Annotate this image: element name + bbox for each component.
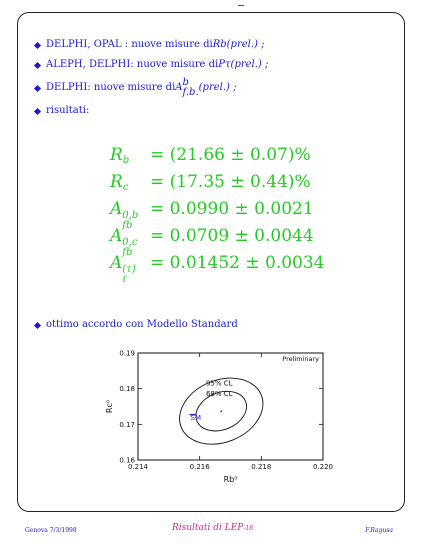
symbol-letter: A: [110, 199, 123, 219]
result-value: = 0.0990 ± 0.0021: [150, 199, 314, 219]
footer-author: F.Ragusa: [365, 527, 393, 534]
bullet-text: DELPHI, OPAL : nuove misure di: [46, 39, 213, 50]
result-a-tau: [110, 247, 370, 285]
math-subscript: τ: [225, 59, 231, 70]
bullet-tail: (prel.) ;: [198, 82, 237, 93]
diamond-bullet-icon: [34, 321, 41, 328]
bullet-aleph-delphi: [32, 58, 392, 72]
symbol-letter: A: [110, 253, 123, 273]
symbol-letter: A: [110, 226, 123, 246]
central-value-point: [220, 410, 222, 412]
diamond-bullet-icon: [34, 61, 41, 68]
footer-title-text: Risultati di LEP: [171, 523, 244, 533]
bullet-text: ALEPH, DELPHI: nuove misure di: [46, 59, 219, 70]
bullet-text: risultati:: [46, 105, 90, 116]
x-tick-label: 0.214: [127, 463, 149, 471]
plot-ticks: [138, 353, 323, 460]
result-afb-c: [110, 220, 370, 258]
plot-labels: [105, 350, 333, 485]
bullet-standard-model: [32, 318, 238, 332]
x-tick-label: 0.216: [189, 463, 210, 471]
y-tick-label: 0.16: [119, 456, 135, 465]
y-axis-label: Rc⁰: [105, 399, 114, 414]
bullet-tail: (prel.) ;: [230, 59, 269, 70]
symbol-subscript: c: [122, 182, 129, 193]
bullet-tail: (prel.) ;: [226, 39, 265, 50]
top-decoration: [238, 0, 244, 6]
diamond-bullet-icon: [34, 41, 41, 48]
math-symbol: A: [175, 82, 183, 93]
x-tick-label: 0.220: [312, 463, 334, 471]
results-block: [110, 142, 370, 285]
result-rb: [110, 142, 370, 169]
symbol-superscript: 0,c: [122, 237, 138, 248]
bullet-delphi-opal: [32, 38, 392, 52]
math-superscript: b: [182, 77, 189, 88]
bullet-delphi-afb: [32, 78, 392, 98]
diamond-bullet-icon: [34, 107, 41, 114]
bullet-text: ottimo accordo con Modello Standard: [46, 319, 238, 330]
math-symbol: P: [218, 59, 225, 70]
math-scripts: [183, 78, 199, 98]
result-value: = (17.35 ± 0.44)%: [150, 172, 311, 192]
result-value: = 0.0709 ± 0.0044: [150, 226, 314, 246]
rb-rc-contour-plot: [100, 345, 340, 495]
symbol-subscript: fb: [122, 220, 133, 231]
result-value: = 0.01452 ± 0.0034: [150, 253, 325, 273]
footer-page-number: -18: [243, 525, 254, 532]
x-tick-label: 0.218: [251, 463, 272, 471]
y-tick-label: 0.18: [119, 385, 135, 394]
symbol-superscript: 0,b: [122, 210, 139, 221]
symbol-subscript: ℓ: [122, 274, 127, 285]
diamond-bullet-icon: [34, 84, 41, 91]
bullet-results: [32, 104, 392, 118]
result-value: = (21.66 ± 0.07)%: [150, 145, 311, 165]
bullet-text: DELPHI: nuove misure di: [46, 82, 176, 93]
result-afb-b: [110, 196, 370, 231]
symbol-scripts: [122, 265, 135, 285]
footer-title: [0, 523, 425, 533]
result-symbol: [110, 247, 150, 285]
y-tick-label: 0.17: [119, 420, 135, 429]
symbol-subscript: fb: [122, 247, 133, 258]
contour-label: 68% CL: [205, 389, 233, 398]
plot-frame: [138, 353, 323, 460]
footer-date: Genova 7/3/1998: [25, 527, 77, 534]
x-axis-label: Rb⁰: [223, 475, 238, 484]
result-rc: [110, 169, 370, 196]
contour-label: 95% CL: [205, 379, 233, 388]
sm-label: SM: [190, 414, 201, 423]
math-symbol: R: [212, 39, 221, 50]
y-tick-label: 0.19: [119, 349, 135, 358]
symbol-letter: R: [110, 145, 123, 165]
symbol-letter: R: [110, 172, 123, 192]
bullet-list: [32, 38, 392, 124]
math-subscript: f.b.: [182, 87, 199, 98]
preliminary-annotation: Preliminary: [282, 355, 319, 363]
math-subscript: b: [220, 39, 227, 50]
symbol-subscript: b: [122, 155, 130, 166]
symbol-superscript: (τ): [122, 264, 136, 275]
